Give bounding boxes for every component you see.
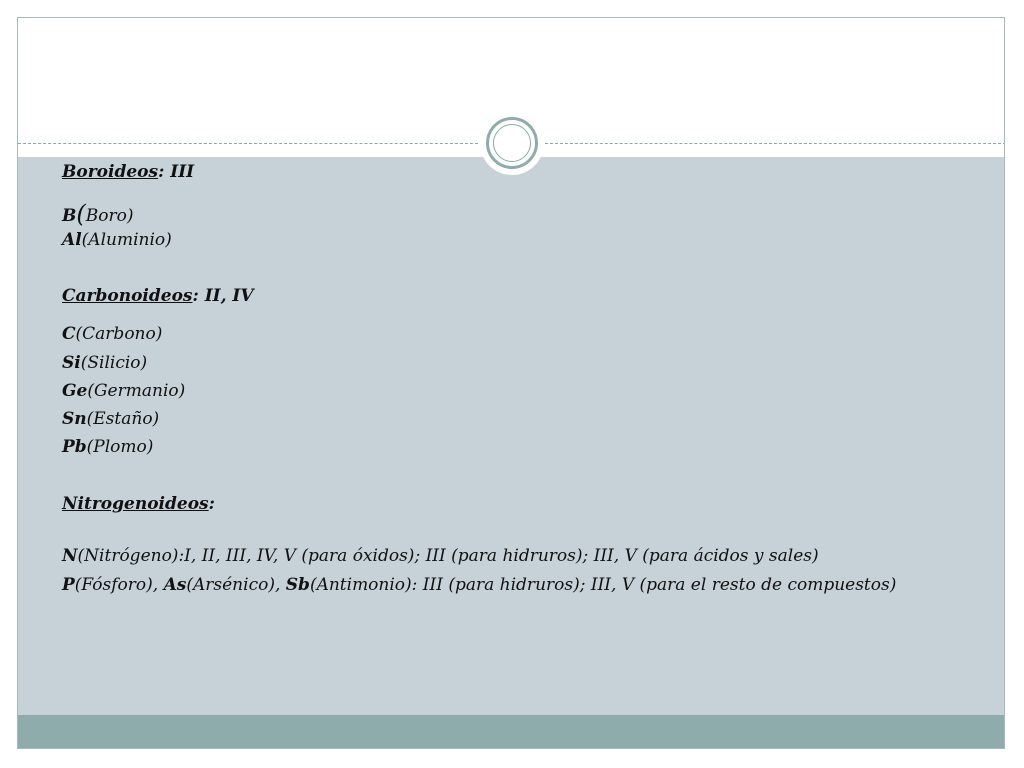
element-line-nitrogeno — [62, 548, 819, 565]
nitrogenoideos-name: Nitrogenoideos — [62, 494, 209, 514]
divider-line-left — [18, 143, 478, 144]
circle-ornament-inner-ring — [493, 124, 531, 162]
element-symbol: Ge — [62, 381, 88, 401]
carbonoideos-heading — [62, 288, 254, 305]
element-line-aluminio — [62, 232, 172, 249]
element-line-germanio — [62, 383, 185, 400]
element-symbol: P — [62, 575, 75, 595]
footer-band — [18, 715, 1004, 749]
nitrogenoideos-valence: : — [208, 494, 215, 514]
carbonoideos-valence: : II, IV — [192, 286, 254, 306]
element-name: (Estaño) — [86, 409, 160, 429]
element-name: (Silicio) — [80, 353, 148, 373]
slide — [17, 17, 1005, 749]
element-symbol: As — [163, 575, 187, 595]
element-name: (Carbono) — [75, 324, 163, 344]
element-line-fosforo-arsenico-antimonio — [62, 577, 896, 594]
element-name: (Fósforo), — [74, 575, 164, 595]
element-name: Boro) — [85, 206, 134, 226]
element-name: (Plomo) — [86, 437, 154, 457]
element-line-plomo — [62, 439, 153, 456]
element-line-boro — [62, 202, 133, 226]
boroideos-valence: : III — [158, 162, 195, 182]
element-name: (Germanio) — [87, 381, 186, 401]
nitrogenoideos-heading — [62, 496, 215, 513]
element-name: (Arsénico), — [186, 575, 286, 595]
element-symbol: B — [62, 206, 77, 226]
boroideos-heading — [62, 164, 194, 181]
element-symbol: Sb — [285, 575, 310, 595]
element-line-carbono — [62, 326, 162, 343]
boroideos-name: Boroideos — [62, 162, 159, 182]
divider-line-right — [545, 143, 1005, 144]
element-line-silicio — [62, 355, 147, 372]
element-description: (Nitrógeno):I, II, III, IV, V (para óxidos); III (para hidruros); III, V (para ácidos y sales) — [77, 546, 819, 566]
carbonoideos-name: Carbonoideos — [62, 286, 193, 306]
element-symbol: Si — [62, 353, 81, 373]
element-symbol: Pb — [62, 437, 87, 457]
element-name: (Aluminio) — [81, 230, 172, 250]
element-line-estano — [62, 411, 159, 428]
paren-glyph: ( — [76, 200, 86, 228]
element-symbol: Al — [62, 230, 82, 250]
element-symbol: N — [62, 546, 78, 566]
element-symbol: Sn — [62, 409, 87, 429]
element-description: (Antimonio): III (para hidruros); III, V (para el resto de compuestos) — [309, 575, 897, 595]
element-symbol: C — [62, 324, 76, 344]
